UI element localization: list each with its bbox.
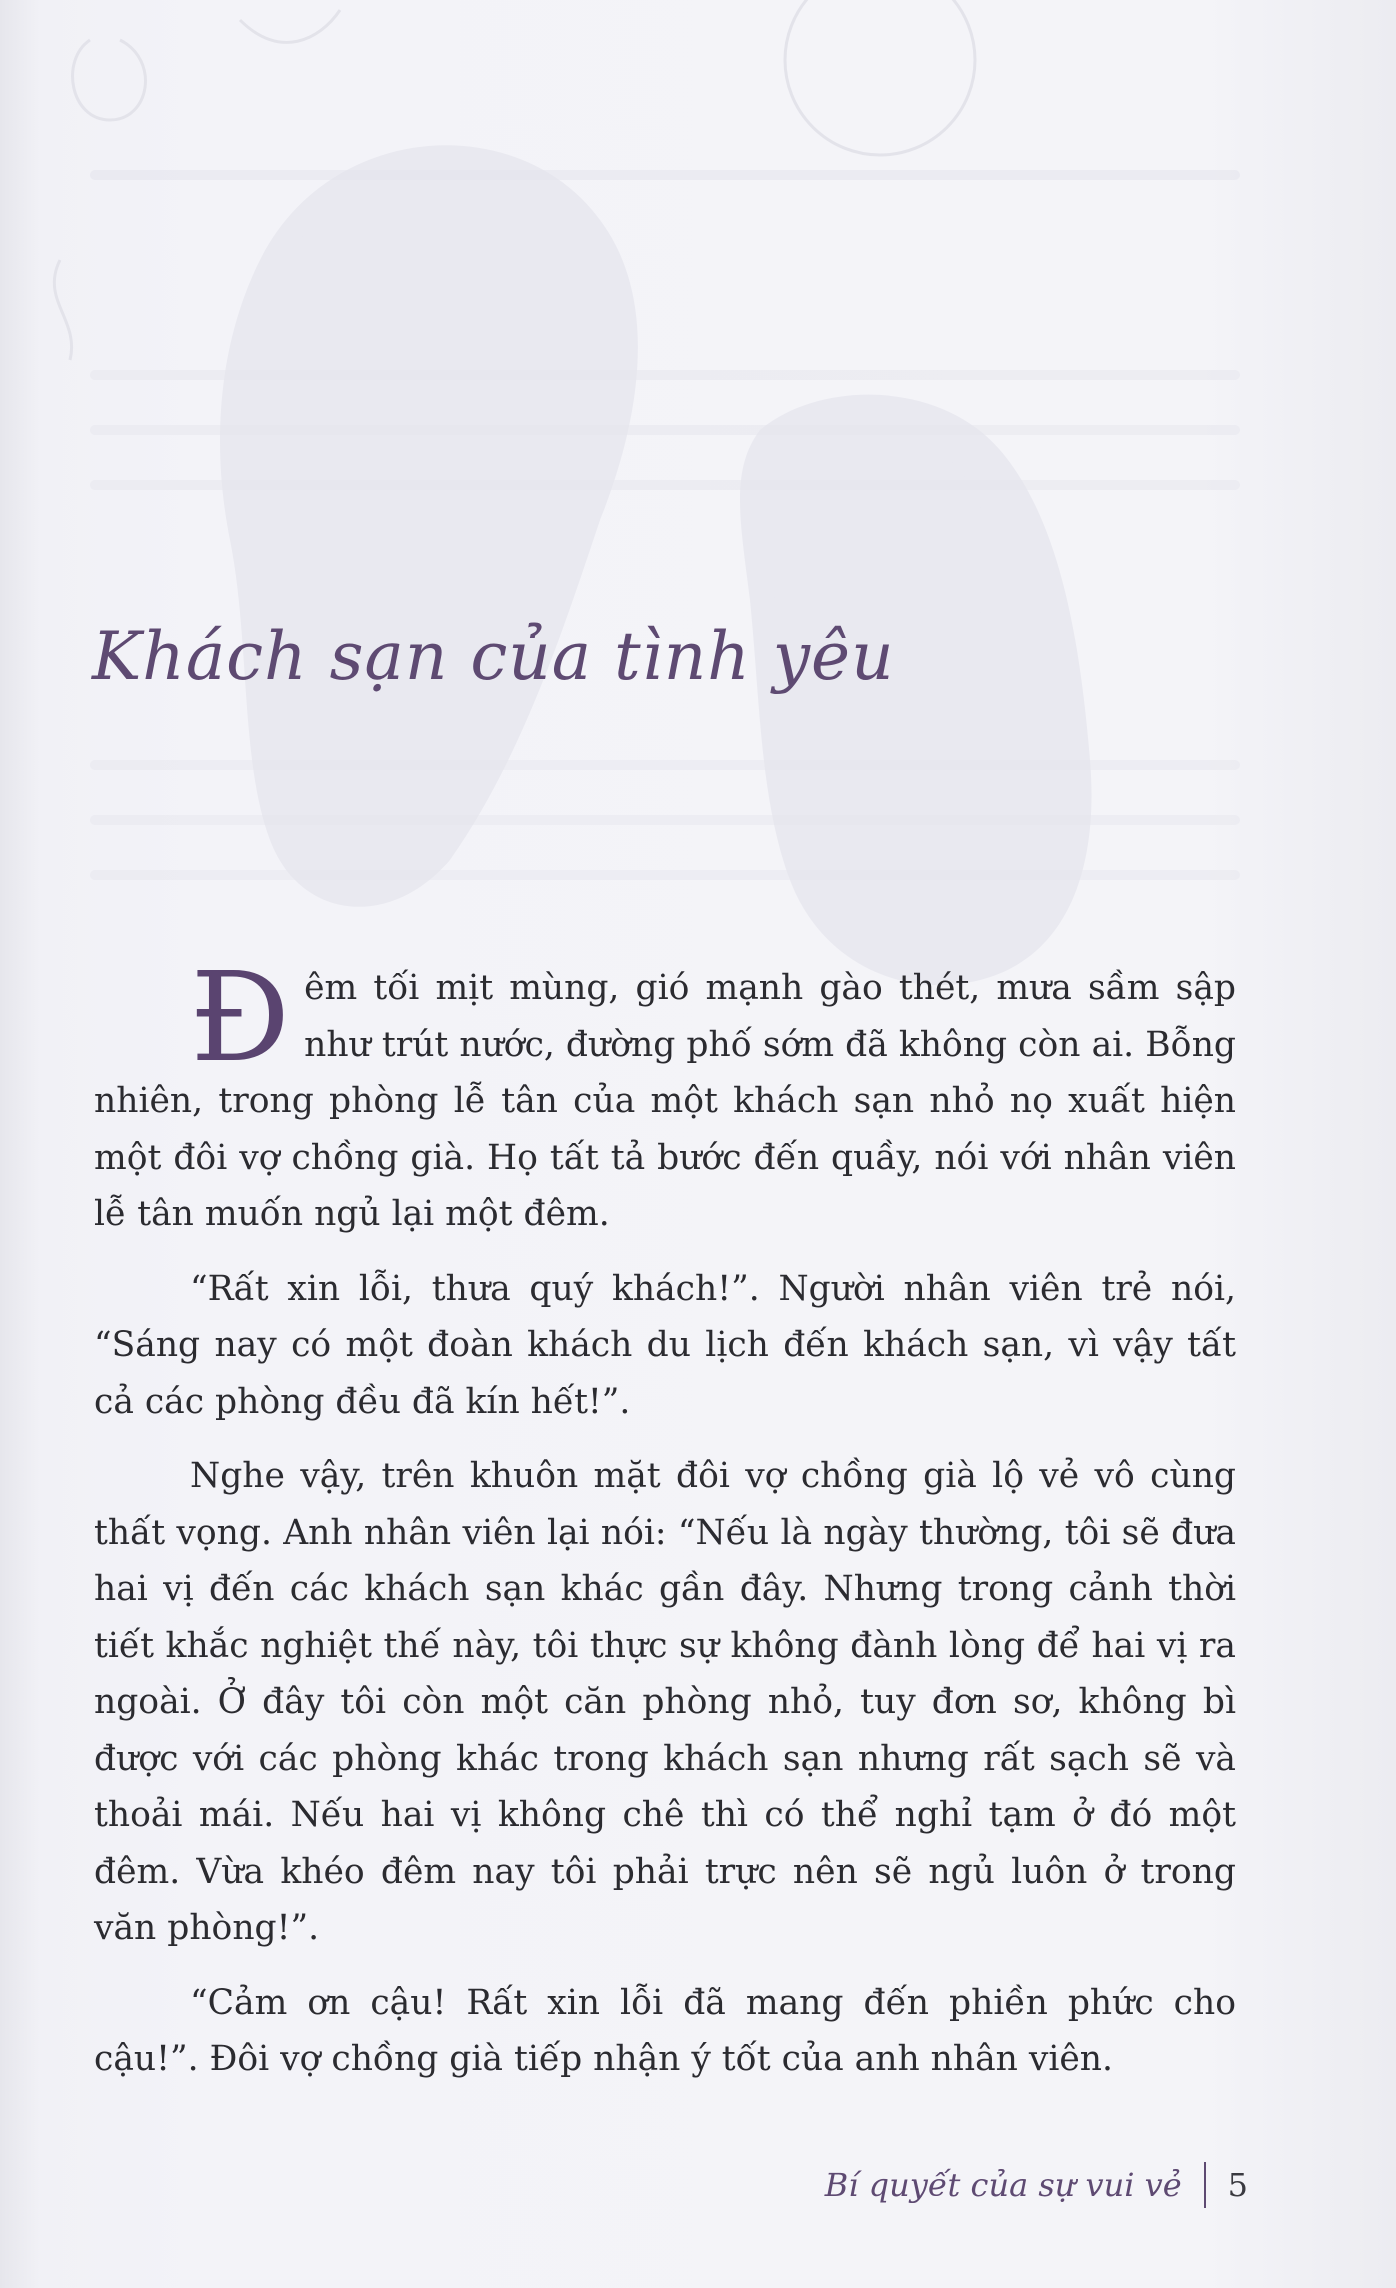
chapter-title: Khách sạn của tình yêu xyxy=(92,618,895,695)
paragraph xyxy=(94,946,1236,1243)
page-footer xyxy=(825,2155,1248,2215)
footer-divider xyxy=(1204,2162,1206,2208)
page-number: 5 xyxy=(1227,2166,1248,2204)
paragraph: Nghe vậy, trên khuôn mặt đôi vợ chồng già lộ vẻ vô cùng thất vọng. Anh nhân viên lại nói: “Nếu là ngày thường, tôi sẽ đưa hai vị đến các khách sạn khác gần đây. Nhưng trong cảnh thời tiết khắc nghiệt thế này, tôi thực sự không đành lòng để hai vị ra ngoài. Ở đây tôi còn một căn phòng nhỏ, tuy đơn sơ, không bì được với các phòng khác trong khách sạn nhưng rất sạch sẽ và thoải mái. Nếu hai vị không chê thì có thể nghỉ tạm ở đó một đêm. Vừa khéo đêm nay tôi phải trực nên sẽ ngủ luôn ở trong văn phòng!”. xyxy=(94,1456,1236,1948)
drop-cap: Đ xyxy=(190,946,291,1090)
paragraph: “Cảm ơn cậu! Rất xin lỗi đã mang đến phiền phức cho cậu!”. Đôi vợ chồng già tiếp nhận ý tốt của anh nhân viên. xyxy=(94,1982,1236,2079)
paragraph: “Rất xin lỗi, thưa quý khách!”. Người nhân viên trẻ nói, “Sáng nay có một đoàn khách du lịch đến khách sạn, vì vậy tất cả các phòng đều đã kín hết!”. xyxy=(94,1268,1236,1422)
running-title: Bí quyết của sự vui vẻ xyxy=(824,2166,1182,2204)
chapter-body xyxy=(94,946,1236,2106)
paragraph-text: êm tối mịt mùng, gió mạnh gào thét, mưa sầm sập như trút nước, đường phố sớm đã không còn ai. Bỗng nhiên, trong phòng lễ tân của một khách sạn nhỏ nọ xuất hiện một đôi vợ chồng già. Họ tất tả bước đến quầy, nói với nhân viên lễ tân muốn ngủ lại một đêm. xyxy=(94,968,1236,1234)
